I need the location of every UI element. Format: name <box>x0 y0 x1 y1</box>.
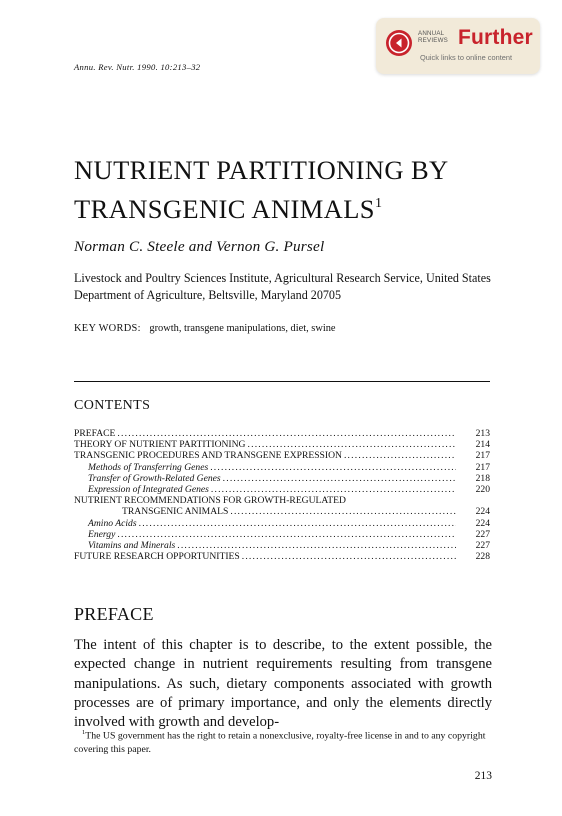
toc-leader <box>211 484 456 495</box>
toc-entry[interactable] <box>74 428 490 439</box>
keywords-text: growth, transgene manipulations, diet, swine <box>149 323 336 334</box>
toc-entry-continuation[interactable] <box>74 506 490 517</box>
keywords-label: KEY WORDS: <box>74 323 141 334</box>
toc-subentry[interactable] <box>74 540 490 551</box>
toc-entry-page: 227 <box>475 528 490 540</box>
toc-entry-title: Methods of Transferring Genes <box>88 461 209 473</box>
annual-reviews-further-link[interactable] <box>376 18 540 74</box>
toc-entry-title: Vitamins and Minerals <box>88 539 176 551</box>
toc-subentry[interactable] <box>74 529 490 540</box>
preface-paragraph: The intent of this chapter is to describe, to the extent possible, the expected change in nutrient requirements resulting from transgene manipulations. As such, dietary components associated with growth processes are of primary importance, and only the elements directly involved with growth and develop- <box>74 637 492 731</box>
toc-subentry[interactable] <box>74 462 490 473</box>
footnote-text: The US government has the right to retain a nonexclusive, royalty-free license in and to any copyright covering this paper. <box>74 730 486 755</box>
preface-heading: PREFACE <box>74 604 154 624</box>
keywords <box>74 323 336 334</box>
journal-citation: Annu. Rev. Nutr. 1990. 10:213–32 <box>74 62 201 72</box>
annual-label: ANNUAL <box>418 30 445 37</box>
toc-entry-title: THEORY OF NUTRIENT PARTITIONING <box>74 439 246 451</box>
article-title <box>74 154 449 226</box>
footnote <box>74 726 492 756</box>
section-divider <box>74 381 490 382</box>
play-circle-icon <box>386 30 412 56</box>
toc-entry-page: 224 <box>475 506 490 518</box>
toc-entry-title: TRANSGENIC PROCEDURES AND TRANSGENE EXPRESSION <box>74 450 342 462</box>
toc-entry-title: Energy <box>88 528 116 540</box>
toc-leader <box>242 551 456 562</box>
title-footnote-mark[interactable]: 1 <box>374 196 383 211</box>
title-line-2: TRANSGENIC ANIMALS <box>74 194 375 224</box>
toc-entry-title: TRANSGENIC ANIMALS <box>122 506 229 518</box>
further-subtitle: Quick links to online content <box>420 53 513 62</box>
toc-leader <box>344 450 456 461</box>
toc-entry-page: 217 <box>475 450 490 462</box>
toc-leader <box>230 506 456 517</box>
toc-entry-page: 218 <box>475 472 490 484</box>
contents-heading: CONTENTS <box>74 398 151 413</box>
toc-entry-title: Expression of Integrated Genes <box>88 483 209 495</box>
toc-entry-page: 217 <box>475 461 490 473</box>
toc-entry-title: Transfer of Growth-Related Genes <box>88 472 221 484</box>
page-number: 213 <box>474 770 492 782</box>
affiliation: Livestock and Poultry Sciences Institute, Agricultural Research Service, United States Department of Agriculture, Beltsville, Maryland 20705 <box>74 271 491 302</box>
toc-leader <box>223 473 456 484</box>
annual-reviews-label <box>418 31 448 44</box>
toc-entry-title: PREFACE <box>74 428 116 439</box>
toc-entry[interactable] <box>74 495 490 506</box>
reviews-label: REVIEWS <box>418 36 448 44</box>
toc-subentry[interactable] <box>74 473 490 484</box>
toc-entry-title: FUTURE RESEARCH OPPORTUNITIES <box>74 551 240 563</box>
toc-entry-page: 220 <box>475 483 490 495</box>
toc-subentry[interactable] <box>74 518 490 529</box>
authors: Norman C. Steele and Vernon G. Pursel <box>74 238 325 255</box>
further-wordmark: Further <box>458 26 533 49</box>
toc-entry-page: 227 <box>475 539 490 551</box>
toc-entry[interactable] <box>74 450 490 461</box>
table-of-contents <box>74 428 490 562</box>
toc-entry[interactable] <box>74 439 490 450</box>
toc-leader <box>139 518 456 529</box>
toc-entry-title: Amino Acids <box>88 517 137 529</box>
toc-entry-page: 213 <box>475 428 490 439</box>
toc-leader <box>210 462 456 473</box>
footnote-mark: 1 <box>82 729 86 736</box>
toc-entry-page: 214 <box>475 439 490 451</box>
toc-leader <box>117 428 456 439</box>
toc-entry[interactable] <box>74 551 490 562</box>
toc-entry-page: 228 <box>475 551 490 563</box>
title-line-1: NUTRIENT PARTITIONING BY <box>74 155 449 185</box>
toc-leader <box>117 529 456 540</box>
toc-subentry[interactable] <box>74 484 490 495</box>
toc-leader <box>248 439 457 450</box>
toc-entry-title: NUTRIENT RECOMMENDATIONS FOR GROWTH-REGULATED <box>74 495 346 507</box>
toc-leader <box>177 540 456 551</box>
toc-entry-page: 224 <box>475 517 490 529</box>
